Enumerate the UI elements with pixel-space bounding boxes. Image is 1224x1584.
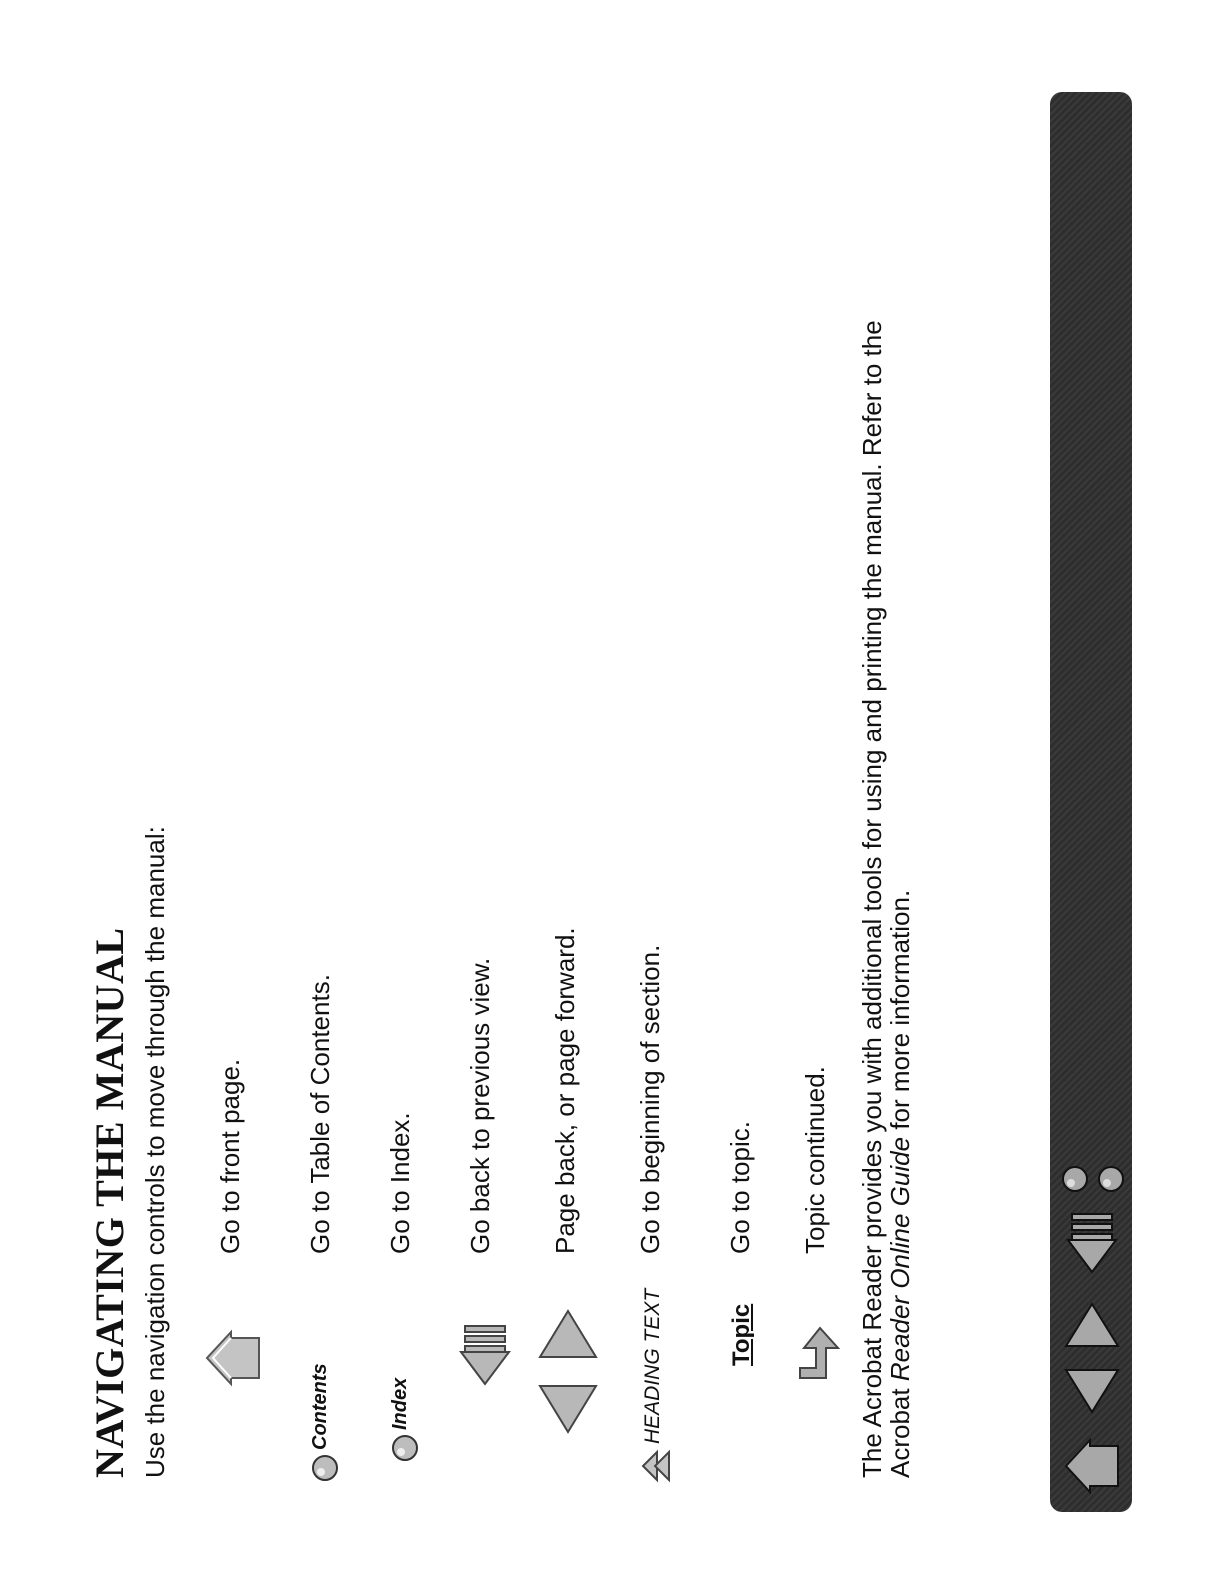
page-forward-icon[interactable] — [1062, 1300, 1122, 1350]
continued-description: Topic continued. — [800, 1066, 830, 1254]
page-back-icon[interactable] — [536, 1381, 600, 1436]
footer-note — [858, 78, 914, 1478]
section-start-icon — [639, 1448, 675, 1484]
page-title: NAVIGATING THE MANUAL — [87, 927, 132, 1478]
topic-link[interactable]: Topic — [728, 1303, 755, 1366]
heading-link[interactable] — [625, 1264, 685, 1484]
home-icon[interactable] — [1062, 1436, 1122, 1496]
contents-description: Go to Table of Contents. — [305, 974, 335, 1254]
index-button[interactable] — [375, 1264, 435, 1484]
control-row-page-nav — [540, 584, 600, 1584]
contents-label: Contents — [309, 1363, 331, 1450]
index-label: Index — [389, 1377, 411, 1430]
go-back-description: Go back to previous view. — [465, 957, 495, 1254]
index-description: Go to Index. — [385, 1112, 415, 1254]
page-back-icon[interactable] — [1062, 1366, 1122, 1416]
control-row-go-back — [455, 584, 515, 1584]
continued-arrow-icon[interactable] — [796, 1324, 842, 1384]
footer-line-1: The Acrobat Reader provides you with additional tools for using and printing the manual. Refer to the — [857, 320, 887, 1478]
index-dot-icon[interactable] — [1096, 1164, 1126, 1194]
control-row-topic — [715, 584, 775, 1584]
heading-description: Go to beginning of section. — [635, 944, 665, 1254]
contents-dot-icon[interactable] — [1060, 1164, 1090, 1194]
footer-line-2: Acrobat Reader Online Guide for more information. — [885, 889, 915, 1478]
home-description: Go to front page. — [215, 1058, 245, 1254]
control-row-continued — [790, 584, 850, 1584]
heading-label: HEADING TEXT — [641, 1288, 664, 1444]
intro-text: Use the navigation controls to move through the manual: — [140, 826, 170, 1478]
navigation-toolbar — [1050, 92, 1132, 1512]
go-back-icon[interactable] — [1062, 1210, 1122, 1280]
contents-dot-icon — [311, 1454, 339, 1482]
reader-guide-title: Reader Online Guide — [885, 1136, 915, 1382]
index-dot-icon — [391, 1434, 419, 1462]
home-icon[interactable] — [203, 1328, 263, 1388]
page-forward-icon[interactable] — [536, 1307, 600, 1362]
control-row-home — [205, 584, 265, 1584]
topic-description: Go to topic. — [725, 1121, 755, 1254]
go-back-icon[interactable] — [455, 1322, 515, 1392]
control-row-index — [375, 584, 435, 1584]
page-nav-description: Page back, or page forward. — [550, 927, 580, 1254]
contents-button[interactable] — [295, 1264, 355, 1484]
control-row-contents — [295, 584, 355, 1584]
control-row-heading — [625, 584, 685, 1584]
